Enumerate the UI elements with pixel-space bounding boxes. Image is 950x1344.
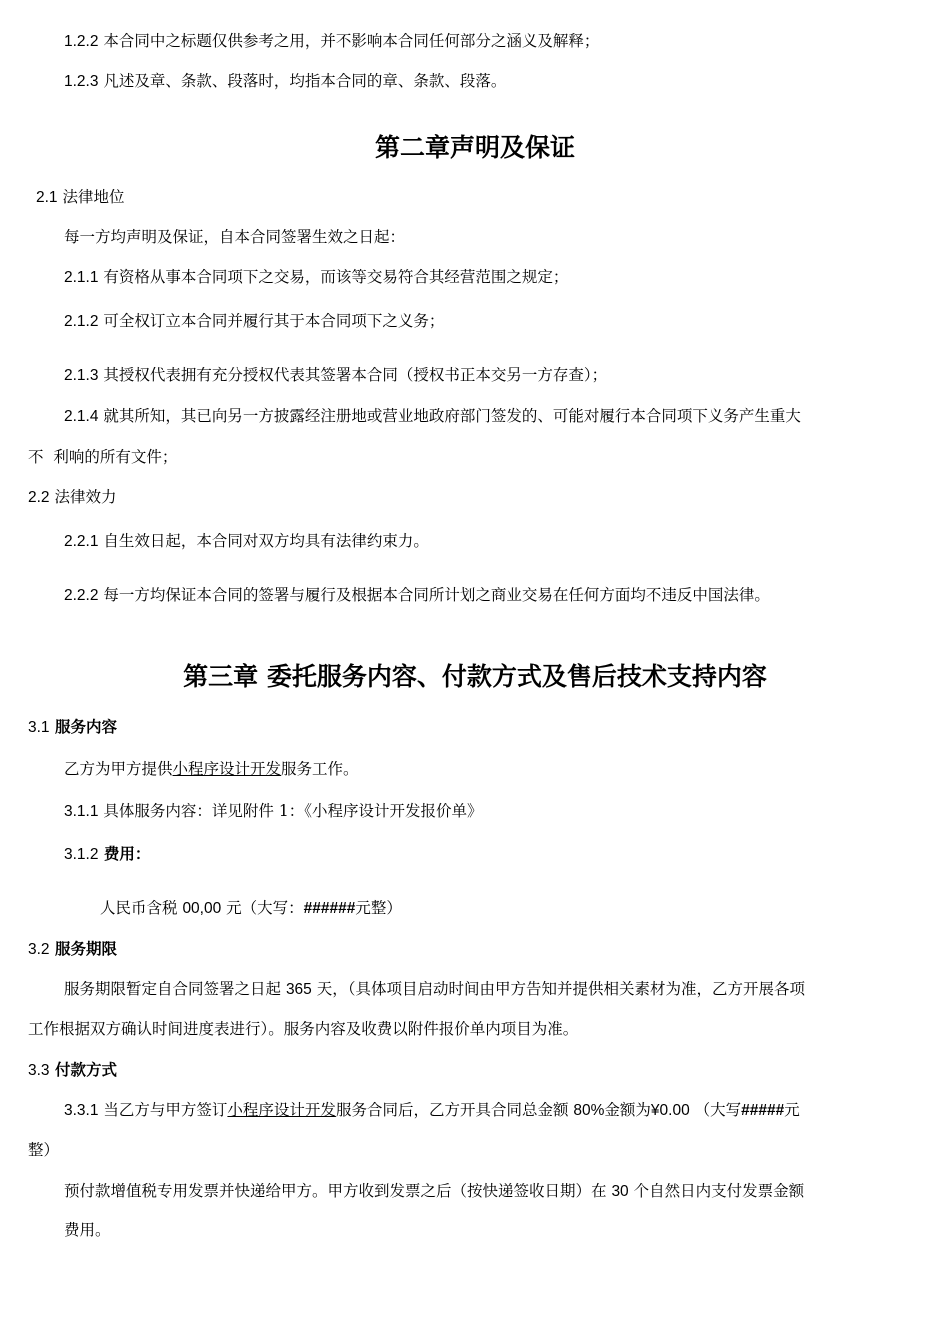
clause-1-2-2 bbox=[64, 30, 599, 53]
clause-3-1-1 bbox=[64, 800, 482, 823]
clause-number: 2.1.3 bbox=[64, 367, 99, 384]
clause-text: 本合同中之标题仅供参考之用，并不影响本合同任何部分之涵义及解释； bbox=[98, 32, 600, 50]
clause-text: 法律效力 bbox=[49, 488, 117, 506]
clause-2-2-2 bbox=[64, 584, 770, 607]
clause-2-2-1 bbox=[64, 530, 429, 553]
text: 天，（具体项目启动时间由甲方告知并提供相关素材为准，乙方开展各项 bbox=[311, 980, 805, 998]
clause-3-2 bbox=[28, 938, 117, 961]
clause-2-1-2 bbox=[64, 310, 444, 333]
clause-3-1 bbox=[28, 716, 117, 739]
clause-text: 服务期限 bbox=[49, 939, 117, 958]
clause-number: 2.1.1 bbox=[64, 269, 99, 286]
paragraph-invoice-continued bbox=[64, 1219, 111, 1241]
clause-3-3 bbox=[28, 1059, 117, 1082]
paragraph-warranty-intro bbox=[64, 226, 405, 248]
clause-text: 费用： bbox=[98, 844, 151, 863]
clause-2-1-3 bbox=[64, 364, 607, 387]
text: 元整） bbox=[355, 899, 402, 917]
clause-number: 3.3 bbox=[28, 1062, 50, 1079]
clause-number: 1.2.3 bbox=[64, 73, 99, 90]
clause-text: 付款方式 bbox=[49, 1060, 117, 1079]
clause-number: 2.2 bbox=[28, 489, 50, 506]
payment-days: 30 bbox=[611, 1183, 629, 1200]
text: 整） bbox=[28, 1141, 60, 1159]
text: 预付款增值税专用发票并快递给甲方。甲方收到发票之后（按快递签收日期）在 bbox=[64, 1182, 612, 1200]
clause-text: 其授权代表拥有充分授权代表其签署本合同（授权书正本交另一方存查）； bbox=[98, 366, 608, 384]
clause-text: 自生效日起，本合同对双方均具有法律约束力。 bbox=[98, 532, 429, 550]
clause-number: 1.2.2 bbox=[64, 33, 99, 50]
clause-number: 2.1.2 bbox=[64, 313, 99, 330]
fee-amount: 00,00 bbox=[182, 900, 222, 917]
payment-amount-in-words: ##### bbox=[741, 1102, 785, 1119]
clause-number: 3.2 bbox=[28, 941, 50, 958]
underlined-project-name: 小程序设计开发 bbox=[227, 1101, 336, 1119]
clause-2-2 bbox=[28, 486, 117, 509]
text: 个自然日内支付发票金额 bbox=[628, 1182, 805, 1200]
clause-number: 2.1 bbox=[36, 189, 58, 206]
underlined-project-name: 小程序设计开发 bbox=[172, 760, 282, 778]
clause-2-1 bbox=[36, 186, 125, 209]
clause-text: 不 利响的所有文件； bbox=[28, 448, 178, 466]
clause-number: 2.2.1 bbox=[64, 533, 99, 550]
paragraph-service-period bbox=[64, 978, 805, 1001]
clause-number: 2.2.2 bbox=[64, 587, 99, 604]
clause-text: 每一方均保证本合同的签署与履行及根据本合同所计划之商业交易在任何方面均不违反中国法律。 bbox=[98, 586, 770, 604]
text: 金额为 bbox=[604, 1101, 651, 1119]
clause-number: 3.1.1 bbox=[64, 803, 99, 820]
text: 元（大写： bbox=[221, 899, 304, 917]
text: 乙方为甲方提供 bbox=[64, 760, 173, 778]
clause-number: 2.1.4 bbox=[64, 408, 99, 425]
clause-3-3-1-continued bbox=[28, 1139, 59, 1161]
clause-text: 就其所知，其已向另一方披露经注册地或营业地政府部门签发的、可能对履行本合同项下义务产生重大 bbox=[98, 407, 801, 425]
clause-text: 有资格从事本合同项下之交易，而该等交易符合其经营范围之规定； bbox=[98, 268, 569, 286]
paragraph-text: 每一方均声明及保证，自本合同签署生效之日起： bbox=[64, 228, 406, 246]
service-days: 365 bbox=[285, 981, 312, 998]
text: （大写 bbox=[689, 1101, 742, 1119]
clause-number: 3.1 bbox=[28, 719, 50, 736]
clause-2-1-4-continued bbox=[28, 446, 177, 468]
clause-text: 法律地位 bbox=[57, 188, 125, 206]
text: 服务工作。 bbox=[281, 760, 359, 778]
payment-amount: ¥0.00 bbox=[650, 1102, 690, 1119]
clause-1-2-3 bbox=[64, 70, 506, 93]
chapter-2-heading: 第二章声明及保证 bbox=[374, 133, 575, 162]
text: 服务期限暂定自合同签署之日起 bbox=[64, 980, 286, 998]
chapter-3-heading: 第三章 委托服务内容、付款方式及售后技术支持内容 bbox=[183, 662, 767, 691]
clause-number: 3.3.1 bbox=[64, 1102, 99, 1119]
paragraph-service-scope bbox=[64, 758, 359, 780]
text: 费用。 bbox=[64, 1221, 111, 1239]
clause-text: 具体服务内容：详见附件 1：《小程序设计开发报价单》 bbox=[98, 802, 483, 820]
clause-text: 凡述及章、条款、段落时，均指本合同的章、条款、段落。 bbox=[98, 72, 507, 90]
text: 工作根据双方确认时间进度表进行）。服务内容及收费以附件报价单内项目为准。 bbox=[28, 1020, 579, 1038]
text: 人民币含税 bbox=[100, 899, 183, 917]
clause-2-1-1 bbox=[64, 266, 568, 289]
fee-amount-in-words: ###### bbox=[303, 900, 356, 917]
clause-text: 服务内容 bbox=[49, 717, 117, 736]
clause-text: 可全权订立本合同并履行其于本合同项下之义务； bbox=[98, 312, 445, 330]
clause-3-1-2 bbox=[64, 843, 150, 866]
clause-number: 3.1.2 bbox=[64, 846, 99, 863]
text: 元 bbox=[784, 1101, 800, 1119]
paragraph-invoice bbox=[64, 1180, 804, 1203]
payment-percent: 80% bbox=[573, 1102, 605, 1119]
fee-amount-line bbox=[100, 897, 402, 920]
paragraph-service-period-continued bbox=[28, 1018, 578, 1040]
text: 当乙方与甲方签订 bbox=[98, 1101, 228, 1119]
clause-2-1-4 bbox=[64, 405, 801, 428]
text: 服务合同后，乙方开具合同总金额 bbox=[335, 1101, 574, 1119]
clause-3-3-1 bbox=[64, 1099, 800, 1122]
